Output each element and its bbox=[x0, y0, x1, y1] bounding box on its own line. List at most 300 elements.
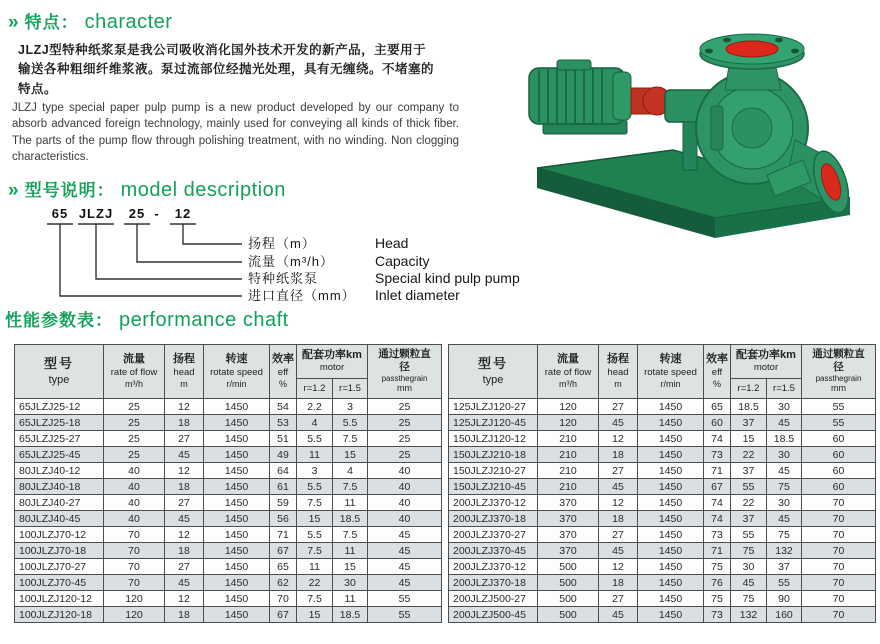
label-capacity-en: Capacity bbox=[375, 253, 430, 269]
cell-value: 70 bbox=[802, 607, 876, 623]
perf-table bbox=[14, 344, 442, 623]
label-head-en: Head bbox=[375, 235, 409, 251]
cell-value: 64 bbox=[270, 463, 297, 479]
cell-value: 1450 bbox=[638, 415, 704, 431]
cell-value: 55 bbox=[767, 575, 802, 591]
cell-type: 65JLZJ25-18 bbox=[15, 415, 104, 431]
table-row bbox=[449, 591, 876, 607]
table-row bbox=[449, 399, 876, 415]
cell-value: 25 bbox=[104, 399, 165, 415]
col-speed-zh: 转速 bbox=[225, 353, 248, 366]
col-speed-unit: r/min bbox=[660, 378, 681, 389]
cell-value: 1450 bbox=[204, 511, 270, 527]
character-paragraph-en: JLZJ type special paper pulp pump is a new product developed by our company to absorb advanced foreign technology, mainly used for conveying all kinds of thick fiber. The parts of the pump flow through polishing treatment, with no winding. Non clogging characteristics. bbox=[12, 102, 459, 163]
table-row bbox=[449, 463, 876, 479]
col-head bbox=[165, 345, 204, 399]
cell-value: 25 bbox=[368, 431, 442, 447]
cell-value: 1450 bbox=[638, 479, 704, 495]
cell-value: 1450 bbox=[638, 591, 704, 607]
cell-value: 55 bbox=[731, 527, 767, 543]
col-grain bbox=[368, 345, 442, 399]
cell-value: 11 bbox=[297, 559, 333, 575]
cell-type: 125JLZJ120-27 bbox=[449, 399, 538, 415]
cell-value: 60 bbox=[802, 463, 876, 479]
col-motor-zh: 配套功率km bbox=[736, 348, 796, 361]
cell-value: 2.2 bbox=[297, 399, 333, 415]
section-character-heading bbox=[8, 8, 172, 34]
cell-value: 70 bbox=[104, 527, 165, 543]
cell-value: 45 bbox=[165, 447, 204, 463]
cell-value: 15 bbox=[333, 559, 368, 575]
col-type bbox=[15, 345, 104, 399]
cell-value: 71 bbox=[704, 463, 731, 479]
col-motor-r12: r=1.2 bbox=[731, 379, 767, 399]
cell-value: 25 bbox=[104, 447, 165, 463]
cell-value: 12 bbox=[599, 495, 638, 511]
cell-type: 100JLZJ120-18 bbox=[15, 607, 104, 623]
cell-value: 15 bbox=[333, 447, 368, 463]
cell-value: 45 bbox=[599, 479, 638, 495]
cell-value: 1450 bbox=[204, 575, 270, 591]
col-eff-zh: 效率 bbox=[706, 353, 728, 366]
cell-value: 132 bbox=[767, 543, 802, 559]
cell-value: 70 bbox=[802, 559, 876, 575]
col-flow bbox=[104, 345, 165, 399]
header-row-1 bbox=[449, 345, 876, 379]
performance-title-zh: 性能参数表： bbox=[5, 311, 113, 330]
cell-value: 70 bbox=[104, 559, 165, 575]
cell-value: 56 bbox=[270, 511, 297, 527]
cell-value: 1450 bbox=[638, 511, 704, 527]
table-row bbox=[449, 543, 876, 559]
cell-value: 500 bbox=[538, 575, 599, 591]
cell-type: 80JLZJ40-18 bbox=[15, 479, 104, 495]
col-motor-r12: r=1.2 bbox=[297, 379, 333, 399]
cell-value: 30 bbox=[333, 575, 368, 591]
cell-value: 73 bbox=[704, 447, 731, 463]
model-code-diagram bbox=[42, 202, 582, 308]
cell-value: 7.5 bbox=[333, 431, 368, 447]
cell-value: 60 bbox=[802, 447, 876, 463]
cell-value: 1450 bbox=[638, 431, 704, 447]
cell-value: 1450 bbox=[204, 527, 270, 543]
cell-value: 7.5 bbox=[333, 479, 368, 495]
cell-value: 30 bbox=[767, 399, 802, 415]
cell-value: 37 bbox=[731, 511, 767, 527]
cell-value: 67 bbox=[704, 479, 731, 495]
cell-value: 160 bbox=[767, 607, 802, 623]
col-head-zh: 扬程 bbox=[173, 353, 195, 366]
cell-value: 45 bbox=[599, 543, 638, 559]
cell-value: 55 bbox=[731, 479, 767, 495]
cell-type: 200JLZJ370-12 bbox=[449, 559, 538, 575]
perf-table-right-body bbox=[449, 399, 876, 623]
table-row bbox=[15, 559, 442, 575]
cell-value: 70 bbox=[104, 575, 165, 591]
cell-value: 45 bbox=[368, 543, 442, 559]
cell-value: 3 bbox=[297, 463, 333, 479]
cell-type: 100JLZJ70-27 bbox=[15, 559, 104, 575]
label-inlet-zh: 进口直径（mm） bbox=[248, 288, 356, 303]
cell-value: 75 bbox=[731, 543, 767, 559]
cell-value: 1450 bbox=[204, 607, 270, 623]
col-grain-zh: 通过颗粒直径 bbox=[812, 348, 865, 374]
cell-value: 37 bbox=[731, 415, 767, 431]
cell-value: 210 bbox=[538, 431, 599, 447]
cell-value: 7.5 bbox=[297, 543, 333, 559]
cell-value: 120 bbox=[538, 399, 599, 415]
cell-value: 12 bbox=[165, 399, 204, 415]
cell-value: 30 bbox=[731, 559, 767, 575]
col-type bbox=[449, 345, 538, 399]
cell-value: 65 bbox=[704, 399, 731, 415]
cell-value: 55 bbox=[802, 399, 876, 415]
cell-value: 12 bbox=[165, 527, 204, 543]
cell-value: 75 bbox=[704, 591, 731, 607]
cell-value: 1450 bbox=[204, 591, 270, 607]
code-dash: - bbox=[154, 206, 160, 221]
cell-value: 45 bbox=[731, 575, 767, 591]
cell-value: 5.5 bbox=[333, 415, 368, 431]
model-title-zh: 型号说明： bbox=[24, 181, 115, 200]
cell-value: 55 bbox=[802, 415, 876, 431]
col-speed-unit: r/min bbox=[226, 378, 247, 389]
cell-value: 25 bbox=[368, 415, 442, 431]
cell-type: 150JLZJ210-45 bbox=[449, 479, 538, 495]
cell-value: 70 bbox=[270, 591, 297, 607]
cell-value: 73 bbox=[704, 527, 731, 543]
cell-value: 70 bbox=[802, 495, 876, 511]
cell-type: 125JLZJ120-45 bbox=[449, 415, 538, 431]
cell-type: 200JLZJ500-45 bbox=[449, 607, 538, 623]
cell-value: 59 bbox=[270, 495, 297, 511]
cell-value: 1450 bbox=[638, 463, 704, 479]
cell-value: 5.5 bbox=[297, 527, 333, 543]
code-inlet: 65 bbox=[51, 206, 69, 221]
cell-value: 12 bbox=[599, 431, 638, 447]
cell-value: 45 bbox=[599, 607, 638, 623]
cell-type: 100JLZJ120-12 bbox=[15, 591, 104, 607]
table-row bbox=[449, 511, 876, 527]
cell-type: 200JLZJ370-18 bbox=[449, 511, 538, 527]
cell-value: 75 bbox=[767, 527, 802, 543]
table-row bbox=[449, 479, 876, 495]
cell-value: 53 bbox=[270, 415, 297, 431]
cell-value: 370 bbox=[538, 543, 599, 559]
chevrons-icon: » bbox=[8, 12, 19, 33]
cell-type: 100JLZJ70-45 bbox=[15, 575, 104, 591]
cell-value: 25 bbox=[104, 431, 165, 447]
cell-value: 27 bbox=[165, 495, 204, 511]
col-eff-en: eff bbox=[277, 366, 289, 378]
table-row bbox=[15, 527, 442, 543]
cell-value: 18.5 bbox=[333, 607, 368, 623]
cell-value: 3 bbox=[333, 399, 368, 415]
cell-value: 18.5 bbox=[333, 511, 368, 527]
cell-type: 80JLZJ40-12 bbox=[15, 463, 104, 479]
label-capacity-zh: 流量（m³/h） bbox=[248, 254, 335, 269]
cell-value: 1450 bbox=[204, 559, 270, 575]
cell-value: 500 bbox=[538, 591, 599, 607]
cell-value: 55 bbox=[368, 607, 442, 623]
cell-value: 40 bbox=[104, 479, 165, 495]
table-row bbox=[449, 431, 876, 447]
col-motor bbox=[297, 345, 368, 379]
cell-value: 4 bbox=[333, 463, 368, 479]
cell-value: 62 bbox=[270, 575, 297, 591]
table-row bbox=[449, 495, 876, 511]
cell-value: 1450 bbox=[638, 575, 704, 591]
cell-value: 65 bbox=[270, 559, 297, 575]
cell-value: 27 bbox=[599, 527, 638, 543]
cell-value: 18 bbox=[165, 415, 204, 431]
cell-value: 70 bbox=[802, 575, 876, 591]
cell-value: 37 bbox=[731, 463, 767, 479]
cell-value: 1450 bbox=[638, 447, 704, 463]
cell-value: 25 bbox=[368, 447, 442, 463]
table-row bbox=[15, 495, 442, 511]
cell-value: 120 bbox=[104, 591, 165, 607]
cell-value: 40 bbox=[368, 463, 442, 479]
cell-value: 70 bbox=[802, 527, 876, 543]
cell-value: 27 bbox=[599, 463, 638, 479]
cell-value: 11 bbox=[333, 591, 368, 607]
col-grain-unit: mm bbox=[397, 383, 412, 394]
cell-value: 370 bbox=[538, 495, 599, 511]
cell-value: 75 bbox=[731, 591, 767, 607]
cell-value: 61 bbox=[270, 479, 297, 495]
cell-value: 132 bbox=[731, 607, 767, 623]
cell-value: 45 bbox=[368, 527, 442, 543]
cell-value: 11 bbox=[297, 447, 333, 463]
label-pump-en: Special kind pulp pump bbox=[375, 270, 520, 286]
cell-value: 1450 bbox=[638, 543, 704, 559]
col-speed-en: rotate speed bbox=[210, 366, 263, 378]
cell-type: 150JLZJ120-12 bbox=[449, 431, 538, 447]
cell-value: 40 bbox=[368, 479, 442, 495]
header-row-1 bbox=[15, 345, 442, 379]
cell-value: 70 bbox=[104, 543, 165, 559]
chevrons-icon: » bbox=[8, 180, 19, 201]
table-row bbox=[15, 591, 442, 607]
cell-value: 370 bbox=[538, 511, 599, 527]
cell-value: 1450 bbox=[204, 431, 270, 447]
col-head-unit: m bbox=[180, 378, 188, 389]
section-performance-heading bbox=[5, 306, 289, 332]
cell-value: 1450 bbox=[638, 527, 704, 543]
cell-value: 30 bbox=[767, 495, 802, 511]
performance-table-left bbox=[14, 344, 442, 623]
table-row bbox=[449, 415, 876, 431]
col-motor-zh: 配套功率km bbox=[302, 348, 362, 361]
cell-type: 200JLZJ370-27 bbox=[449, 527, 538, 543]
cell-value: 75 bbox=[767, 479, 802, 495]
cell-value: 1450 bbox=[638, 399, 704, 415]
cell-value: 18 bbox=[165, 479, 204, 495]
table-row bbox=[15, 479, 442, 495]
col-eff bbox=[704, 345, 731, 399]
cell-value: 7.5 bbox=[333, 527, 368, 543]
col-head-unit: m bbox=[614, 378, 622, 389]
cell-value: 74 bbox=[704, 511, 731, 527]
model-title-en: model description bbox=[120, 179, 286, 201]
col-flow bbox=[538, 345, 599, 399]
cell-value: 45 bbox=[767, 511, 802, 527]
cell-type: 200JLZJ500-27 bbox=[449, 591, 538, 607]
table-row bbox=[15, 415, 442, 431]
cell-value: 15 bbox=[297, 511, 333, 527]
cell-value: 1450 bbox=[638, 559, 704, 575]
cell-value: 11 bbox=[333, 543, 368, 559]
cell-value: 27 bbox=[165, 559, 204, 575]
cell-type: 200JLZJ370-18 bbox=[449, 575, 538, 591]
col-head bbox=[599, 345, 638, 399]
col-type-zh: 型号 bbox=[43, 355, 74, 371]
cell-value: 45 bbox=[368, 575, 442, 591]
cell-value: 18.5 bbox=[731, 399, 767, 415]
cell-value: 30 bbox=[767, 447, 802, 463]
cell-value: 60 bbox=[802, 431, 876, 447]
performance-table-right bbox=[448, 344, 876, 623]
cell-value: 40 bbox=[104, 463, 165, 479]
table-row bbox=[15, 511, 442, 527]
cell-value: 27 bbox=[599, 591, 638, 607]
cell-type: 150JLZJ210-18 bbox=[449, 447, 538, 463]
cell-value: 210 bbox=[538, 447, 599, 463]
cell-value: 75 bbox=[704, 559, 731, 575]
col-motor bbox=[731, 345, 802, 379]
cell-value: 11 bbox=[333, 495, 368, 511]
cell-value: 1450 bbox=[638, 607, 704, 623]
cell-value: 22 bbox=[731, 495, 767, 511]
cell-value: 70 bbox=[802, 511, 876, 527]
table-row bbox=[449, 559, 876, 575]
col-flow-zh: 流量 bbox=[557, 353, 579, 366]
table-row bbox=[15, 463, 442, 479]
col-motor-r15: r=1.5 bbox=[767, 379, 802, 399]
table-row bbox=[15, 607, 442, 623]
col-grain bbox=[802, 345, 876, 399]
cell-value: 37 bbox=[767, 559, 802, 575]
col-motor-en: motor bbox=[753, 362, 779, 374]
col-speed bbox=[204, 345, 270, 399]
cell-type: 150JLZJ210-27 bbox=[449, 463, 538, 479]
cell-value: 40 bbox=[104, 511, 165, 527]
col-eff-zh: 效率 bbox=[272, 353, 294, 366]
cell-value: 210 bbox=[538, 463, 599, 479]
cell-value: 60 bbox=[704, 415, 731, 431]
cell-value: 54 bbox=[270, 399, 297, 415]
cell-value: 500 bbox=[538, 559, 599, 575]
col-head-en: head bbox=[173, 366, 195, 378]
cell-value: 45 bbox=[767, 463, 802, 479]
cell-value: 74 bbox=[704, 431, 731, 447]
table-row bbox=[449, 607, 876, 623]
cell-value: 45 bbox=[368, 559, 442, 575]
perf-table bbox=[448, 344, 876, 623]
col-grain-en: passthegrain bbox=[381, 373, 428, 383]
character-paragraph-zh: JLZJ型特种纸浆泵是我公司吸收消化国外技术开发的新产品，主要用于输送各种粗细纤维浆液。泵过流部位经抛光处理，具有无缠绕。不堵塞的特点。 bbox=[18, 43, 435, 96]
cell-value: 1450 bbox=[204, 543, 270, 559]
cell-value: 71 bbox=[270, 527, 297, 543]
character-title-zh: 特点： bbox=[24, 13, 79, 32]
cell-type: 100JLZJ70-18 bbox=[15, 543, 104, 559]
cell-value: 40 bbox=[104, 495, 165, 511]
table-row bbox=[15, 431, 442, 447]
cell-value: 12 bbox=[165, 463, 204, 479]
cell-value: 45 bbox=[165, 511, 204, 527]
cell-value: 45 bbox=[165, 575, 204, 591]
cell-value: 45 bbox=[599, 415, 638, 431]
cell-value: 1450 bbox=[204, 415, 270, 431]
label-pump-zh: 特种纸浆泵 bbox=[248, 271, 319, 286]
code-capacity: 25 bbox=[128, 206, 146, 221]
cell-value: 70 bbox=[802, 591, 876, 607]
cell-value: 12 bbox=[599, 559, 638, 575]
cell-value: 18 bbox=[599, 575, 638, 591]
cell-value: 5.5 bbox=[297, 479, 333, 495]
perf-table-left-body bbox=[15, 399, 442, 623]
cell-value: 71 bbox=[704, 543, 731, 559]
col-flow-en: rate of flow bbox=[110, 366, 158, 378]
col-type-en: type bbox=[482, 373, 504, 386]
cell-value: 51 bbox=[270, 431, 297, 447]
cell-value: 15 bbox=[731, 431, 767, 447]
cell-value: 60 bbox=[802, 479, 876, 495]
col-head-zh: 扬程 bbox=[607, 353, 629, 366]
table-row bbox=[15, 399, 442, 415]
col-motor-en: motor bbox=[319, 362, 345, 374]
cell-value: 22 bbox=[731, 447, 767, 463]
code-head: 12 bbox=[174, 206, 192, 221]
cell-value: 40 bbox=[368, 495, 442, 511]
table-row bbox=[15, 447, 442, 463]
cell-value: 1450 bbox=[204, 447, 270, 463]
character-title-en: character bbox=[84, 11, 173, 33]
label-head-zh: 扬程（m） bbox=[248, 236, 316, 251]
cell-value: 1450 bbox=[638, 495, 704, 511]
cell-value: 7.5 bbox=[297, 591, 333, 607]
cell-value: 1450 bbox=[204, 495, 270, 511]
col-type-en: type bbox=[48, 373, 70, 386]
cell-value: 1450 bbox=[204, 399, 270, 415]
cell-value: 55 bbox=[368, 591, 442, 607]
cell-value: 1450 bbox=[204, 463, 270, 479]
cell-value: 120 bbox=[538, 415, 599, 431]
col-flow-unit: m³/h bbox=[559, 378, 577, 389]
cell-type: 80JLZJ40-45 bbox=[15, 511, 104, 527]
col-type-zh: 型号 bbox=[477, 355, 508, 371]
cell-value: 15 bbox=[297, 607, 333, 623]
table-row bbox=[15, 575, 442, 591]
cell-value: 74 bbox=[704, 495, 731, 511]
cell-value: 1450 bbox=[204, 479, 270, 495]
cell-value: 5.5 bbox=[297, 431, 333, 447]
cell-value: 45 bbox=[767, 415, 802, 431]
cell-value: 18.5 bbox=[767, 431, 802, 447]
cell-type: 100JLZJ70-12 bbox=[15, 527, 104, 543]
cell-value: 73 bbox=[704, 607, 731, 623]
cell-value: 12 bbox=[165, 591, 204, 607]
cell-type: 80JLZJ40-27 bbox=[15, 495, 104, 511]
col-speed-en: rotate speed bbox=[644, 366, 697, 378]
performance-title-en: performance chaft bbox=[119, 309, 289, 331]
col-head-en: head bbox=[607, 366, 629, 378]
cell-value: 25 bbox=[104, 415, 165, 431]
col-flow-en: rate of flow bbox=[544, 366, 592, 378]
table-row bbox=[449, 527, 876, 543]
cell-value: 25 bbox=[368, 399, 442, 415]
